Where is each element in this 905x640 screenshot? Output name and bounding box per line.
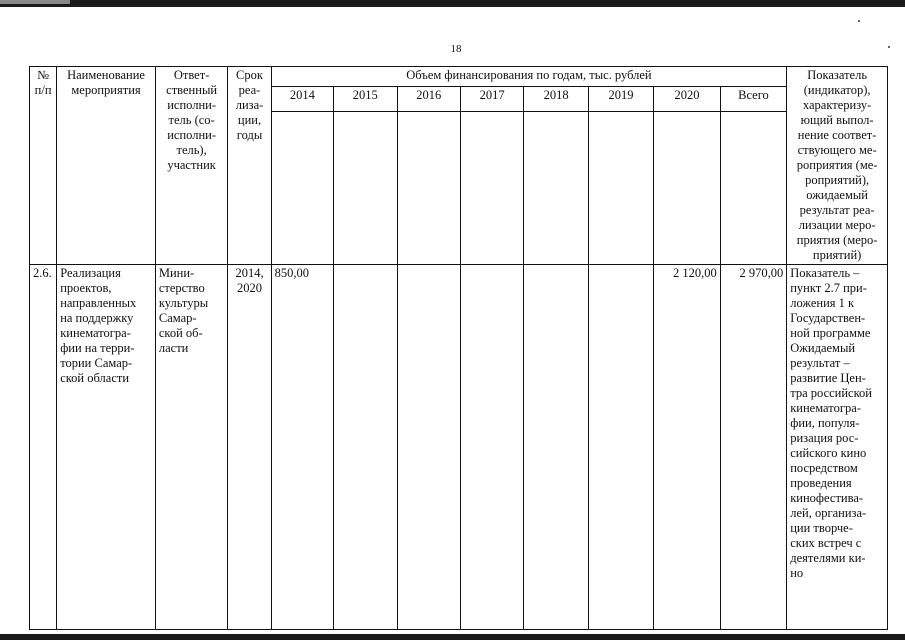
year-header: 2020 — [654, 86, 720, 111]
header-spacer-cell — [271, 112, 333, 265]
header-financing: Объем финансирования по годам, тыс. рублей — [271, 67, 787, 87]
header-name: Наименование мероприятия — [57, 67, 156, 265]
header-spacer-cell — [654, 112, 720, 265]
row-indicator: Показатель – пункт 2.7 при- ложения 1 к Государствен- ной программе Ожидаемый результат – развитие Цен- тра российской кинематогра- фии, популя- ризация рос- сийского кино посредством проведения кинофестива- лей, организа- ции творче- ских встреч с деятелями ки- но — [787, 265, 888, 630]
row-value-2017 — [460, 265, 523, 630]
scan-top-border — [0, 0, 905, 7]
row-value-2016 — [397, 265, 460, 630]
scan-speck — [888, 46, 890, 48]
year-header: 2019 — [588, 86, 653, 111]
row-num: 2.6. — [30, 265, 57, 630]
header-indicator: Показатель (индикатор), характеризу- ющий выпол- нение соответ- ствующего ме- роприятия (ме- роприятий), ожидаемый результат реа- лизации меро- приятия (меро- приятий) — [787, 67, 888, 265]
row-value-total: 2 970,00 — [720, 265, 787, 630]
row-value-2014: 850,00 — [271, 265, 333, 630]
row-value-2015 — [334, 265, 397, 630]
year-header: 2014 — [271, 86, 333, 111]
row-value-2020: 2 120,00 — [654, 265, 720, 630]
year-header: 2017 — [460, 86, 523, 111]
header-spacer-cell — [588, 112, 653, 265]
total-header: Всего — [720, 86, 787, 111]
header-spacer-cell — [397, 112, 460, 265]
header-num: № п/п — [30, 67, 57, 265]
header-spacer-cell — [720, 112, 787, 265]
scan-top-border-fade — [0, 0, 70, 4]
year-header: 2018 — [524, 86, 588, 111]
row-value-2019 — [588, 265, 653, 630]
scan-bottom-border — [0, 634, 905, 640]
header-row — [30, 67, 888, 87]
header-spacer-cell — [524, 112, 588, 265]
page-number: 18 — [450, 43, 462, 55]
row-name: Реализация проектов, направленных на поддержку кинематогра- фии на терри- тории Самар- ской области — [57, 265, 156, 630]
year-header: 2015 — [334, 86, 397, 111]
scan-speck — [858, 20, 860, 22]
financing-table — [29, 66, 888, 630]
header-period: Срок реа- лиза- ции, годы — [228, 67, 271, 265]
row-period: 2014, 2020 — [228, 265, 271, 630]
year-header: 2016 — [397, 86, 460, 111]
row-value-2018 — [524, 265, 588, 630]
row-responsible: Мини- стерство культуры Самар- ской об- ласти — [155, 265, 228, 630]
table-row — [30, 265, 888, 630]
header-responsible: Ответ- ственный исполни- тель (со- исполни- тель), участник — [155, 67, 228, 265]
header-spacer-cell — [334, 112, 397, 265]
header-spacer-cell — [460, 112, 523, 265]
